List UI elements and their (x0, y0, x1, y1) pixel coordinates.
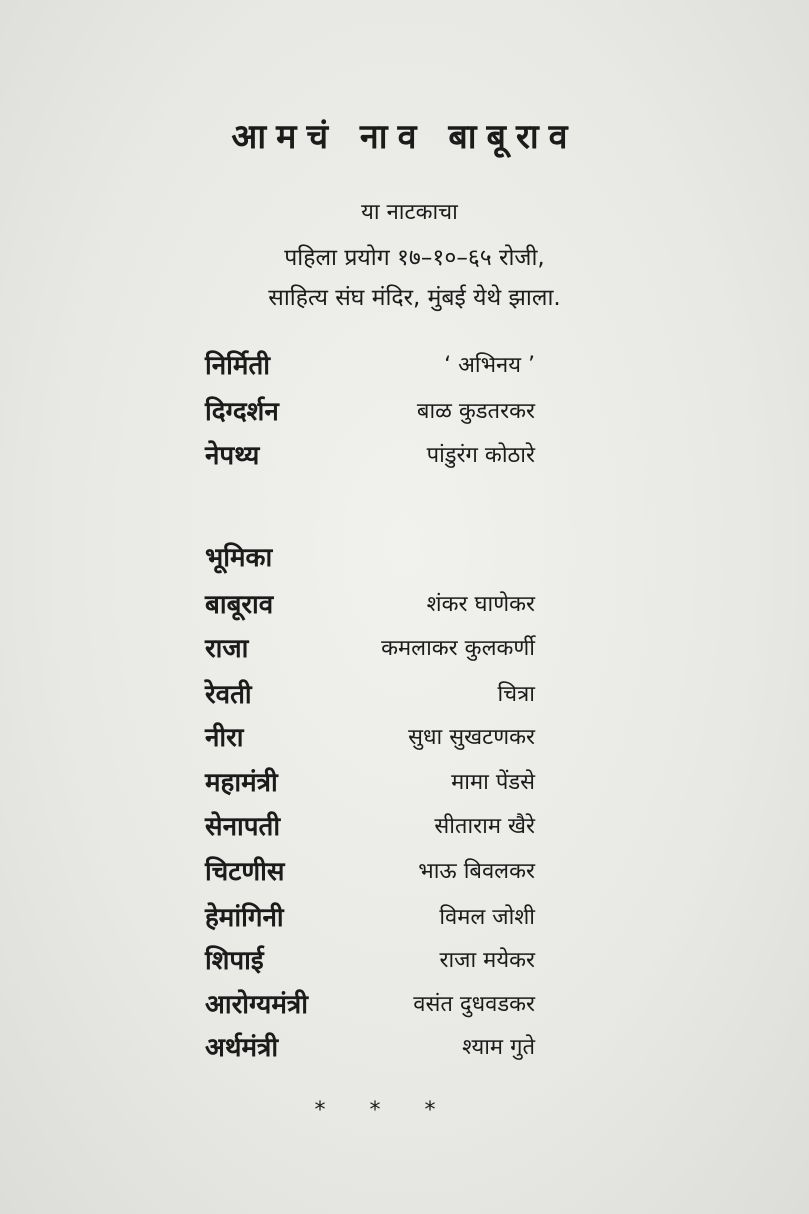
credit-row (205, 392, 535, 432)
ornament-stars (310, 1098, 440, 1123)
credit-role: दिग्दर्शन (205, 397, 279, 427)
cast-name: मामा पेंडसे (451, 770, 535, 795)
cast-role: रेवती (205, 680, 252, 710)
cast-name: विमल जोशी (439, 905, 535, 930)
star-icon: * (314, 1098, 326, 1123)
cast-role: सेनापती (205, 812, 281, 842)
cast-row (205, 718, 535, 758)
credit-name: पांडुरंग कोठारे (426, 443, 535, 468)
credit-row (205, 436, 535, 476)
cast-role: शिपाई (205, 946, 264, 976)
cast-row (205, 1028, 535, 1068)
cast-role: चिटणीस (205, 857, 285, 887)
cast-row (205, 852, 535, 892)
credit-name: बाळ कुडतरकर (416, 399, 535, 424)
intro-line-3: साहित्य संघ मंदिर, मुंबई येथे झाला. (268, 285, 561, 311)
cast-role: आरोग्यमंत्री (205, 990, 308, 1020)
intro-line-1: या नाटकाचा (361, 200, 458, 225)
cast-row (205, 807, 535, 847)
star-icon: * (369, 1098, 381, 1123)
cast-row (205, 585, 535, 625)
cast-name: सीताराम खैरे (434, 814, 535, 839)
cast-row (205, 675, 535, 715)
cast-row (205, 941, 535, 981)
cast-heading: भूमिका (205, 543, 273, 573)
credit-role: निर्मिती (205, 351, 271, 381)
star-icon: * (424, 1098, 436, 1123)
cast-name: श्याम गुते (462, 1035, 535, 1060)
cast-row (205, 898, 535, 938)
cast-role: राजा (205, 634, 249, 664)
cast-role: बाबूराव (205, 590, 274, 620)
cast-name: चित्रा (497, 682, 535, 707)
cast-name: भाऊ बिवलकर (418, 859, 535, 884)
cast-role: नीरा (205, 723, 244, 753)
cast-role: अर्थमंत्री (205, 1033, 279, 1063)
cast-name: शंकर घाणेकर (426, 592, 535, 617)
intro-line-2: पहिला प्रयोग १७–१०–६५ रोजी, (284, 245, 545, 271)
credit-row (205, 346, 535, 386)
cast-name: राजा मयेकर (439, 948, 535, 973)
credit-role: नेपथ्य (205, 441, 260, 471)
cast-name: सुधा सुखटणकर (408, 725, 535, 750)
cast-row (205, 763, 535, 803)
cast-role: हेमांगिनी (205, 903, 284, 933)
cast-name: वसंत दुधवडकर (413, 992, 535, 1017)
cast-row (205, 629, 535, 669)
play-title: आमचं नाव बाबूराव (231, 117, 578, 157)
cast-role: महामंत्री (205, 768, 278, 798)
credit-name: ‘ अभिनय ’ (444, 353, 535, 378)
cast-row (205, 985, 535, 1025)
cast-name: कमलाकर कुलकर्णी (381, 636, 535, 661)
